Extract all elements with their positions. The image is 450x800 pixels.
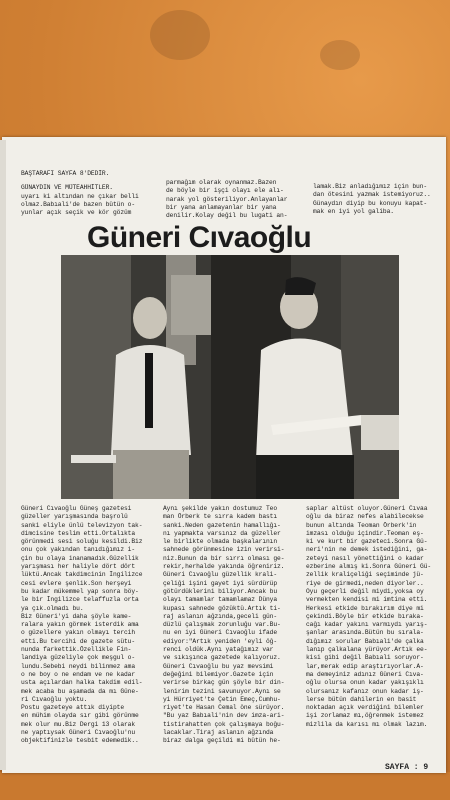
text-line: lamak.Biz anladığımız için bun- [313,183,428,190]
background-stain [150,10,210,60]
text-line: ya çık.olmadı bu. [21,604,84,612]
text-line: Güneri Cıvaoğlu Güneş gazetesi [21,505,132,512]
text-line: renci oldük.Aynı yatağımız var [163,646,274,654]
text-line: ki ve kurt bir gazeteci.Sonra Gü- [306,538,428,546]
text-line: Aynı şekilde yakın dostumuz Teo [163,505,278,512]
text-line: le birlikte olmada başkalarının [163,538,278,546]
text-line: etti.Bu tercihi de gazete sütu- [21,637,136,645]
text-line: ediyor:"Artık yeniden 'eyli öğ- [163,637,278,645]
text-line: nu en iyi Güneri Cıvaoğlu ifade [163,629,278,637]
text-line: ne yaptıysak Güneri Cıvaoğlu'nu [21,729,136,737]
text-line: düzlü çalışmak zorunluğu var.Bu- [163,621,281,629]
text-line: lüktü.Ancak takdimcinin İngilizce [21,571,143,579]
text-line: Güneri Cıvaoğlu güzellik krali- [163,571,278,579]
text-line: çekindi.Böyle bir etkide bıraka- [306,612,424,620]
text-line: raj aslanın ağzında,geceli gün- [163,612,278,620]
text-line: "Bu yaz Babıali'nin dev imza-ari- [163,712,285,720]
text-line: oğlu olursa onun kadar yakışıklı [306,679,424,687]
text-line: saplar altüst oluyor.Güneri Cıvaa [306,505,428,512]
text-line: Günaydın diyip bu konuyu kapat- [313,199,428,207]
text-line: dimcisine teslim etti.Ortalıkta [21,529,136,537]
text-line: ralara yakın görmek isterdik ama [21,621,139,629]
text-line: sahnede görünmesine izin verirsi- [163,546,285,554]
text-line: biraz dalga geçildi mi bütün he- [163,737,281,745]
body-middle-column [163,505,300,746]
text-line: olursanız kafanız onun kadar iş- [306,687,424,695]
text-line: sanki eliyle ünlü televizyon tak- [21,521,143,529]
text-line: dan ötesini yazmak istemiyoruz.. [313,191,431,199]
text-line: verirse birkaç gün şöyle bir din- [163,679,285,687]
text-line: Biz Güneri'yi daha şöyle kame- [21,612,132,620]
text-line: şanlar arasında.Bütün bu sırala- [306,629,424,637]
text-line: ma demeyiniz adınız Güneri Cıva- [306,670,424,678]
text-line: işi zorlamaz mı,öğrenmek istemez [306,712,424,720]
text-line: uyarı ki altından ne çıkar belli [21,192,139,200]
text-line: noktadan açık verdiğini bilemler [306,704,424,712]
text-line: Herkesi etkide bırakırım diye mi [306,604,424,612]
text-line: kisi gibi değil Babıali soruyor- [306,654,424,662]
text-line: zeteyi nasıl yönettiğini o kadar [306,554,424,562]
text-line: Oyu geçerli değil miydi,yoksa oy [306,587,424,595]
text-line: olmaz.Babıali'de bazen bütün o- [21,200,136,208]
text-line: Postu gazeteye attık diyipte [21,704,125,712]
text-line: yunlar açık seçik ve kör gözüm [21,209,132,217]
text-line: narak yol gösteriliyor.Anlayanlar [166,195,288,203]
text-line: parmağım olarak oynanmaz.Bazen [166,179,277,186]
top-middle-column [166,179,298,220]
text-line: GÜNAYDIN VE MÜTEAHHİTLER. [21,184,113,192]
text-line: tistirahatten çok çalışmaya boğu- [163,720,285,728]
text-line: ezberine almış ki.Sonra Güneri Gü- [306,563,432,571]
text-line: niz.Bunun da bir sırrı olması ge- [163,554,285,562]
text-line: dığımız sorular Babıali'de çalka [306,637,424,645]
background-stain [320,40,360,70]
text-line: en mühim olayda sır gibi görünme [21,712,139,720]
text-line: imzası olduğu içindir.Teoman eş- [306,529,424,537]
text-line: denilir.Kolay değil bu lugati an- [166,212,288,220]
text-line: değeğini bilemiyor.Gazete için [163,670,274,678]
text-line: yi Hürriyet'te Çetin Emeç,Cumhu- [163,695,281,703]
body-right-column [306,505,439,729]
text-line: lanıp çalkalana yürüyor.Artık ee- [306,646,428,654]
text-line: man Örberk te sırra kadem bastı [163,513,278,521]
text-line: olayı tamamlar tamamlamaz Dünya [163,596,278,604]
top-left-column [21,170,156,217]
text-line: lacaklar.Tiraj aslanın ağzında [163,729,274,737]
text-line: objektifinizle tesbit edemedik.. [21,737,139,745]
text-line: rekir,herhalde yakında öğreniriz. [163,563,285,571]
text-line: lundu.Sebebi neydi bilinmez ama [21,662,136,670]
text-line: cesi evlere şenlik.Son herşeyi [21,579,132,587]
text-line: riye de girmedi,neden diyorler.. [306,579,424,587]
text-line: o güzellere yakın olmayı tercih [21,629,136,637]
background-bottom [0,772,450,800]
text-line: sanki.Neden gazetenin hamallığı- [163,521,281,529]
text-line: nunda farkettik.Özellikle Fin- [21,646,132,654]
top-right-column [313,183,441,216]
text-line: lar,merak edip araştırıyorlar.A- [306,662,424,670]
text-line: lenirim tezini savunuyor.Aynı se [163,687,281,695]
text-line: mek acaba bu aşamada da mı Güne- [21,687,139,695]
text-line: Güneri Cıvaoğlu bu yaz mevsimi [163,662,274,670]
text-line: nı yapmakta varsınız da güzeller [163,529,281,537]
text-line: mak en iyi yol galiba. [313,207,394,215]
text-line: de böyle bir işçi olayı ele alı- [166,187,284,195]
text-line: lerse bütün dahilerin en basit [306,695,417,703]
text-line: onu çok yakından tanıdığımız i- [21,546,136,554]
text-line: usta açılardan halka takdim edil- [21,679,143,687]
text-line: le bir İngilizce telaffuzla orta [21,596,139,604]
photo-illustration [61,255,399,499]
headline: Güneri Cıvaoğlu [87,221,312,254]
page-number: SAYFA : 9 [385,763,429,772]
text-line: götürdüklerini biliyor.Ancak bu [163,587,278,595]
text-line: mek olur mu.Biz Dergi 13 olarak [21,720,136,728]
body-left-column [21,505,153,746]
text-line: bu kadar mükemmel yap sonra böy- [21,587,139,595]
text-line: yarışması her haliyle dört dört [21,563,136,571]
text-line: güzeller yarışmasında başrolü [21,513,128,521]
text-line: ve sıkışınca gazetede kalıyoruz. [163,654,281,662]
page-edge [0,140,6,770]
text-line: landiya güzeliyle çok meşgul o- [21,654,136,662]
text-line: zellik kraliçeliği seçiminde jü- [306,571,424,579]
text-line: oğlu da biraz nefes alabilecekse [306,513,424,521]
text-line: çin bu olaya inanamadık.Güzellik [21,554,139,562]
text-line: neri'nin ne demek istediğini, ga- [306,546,428,554]
article-photo [61,255,399,499]
text-line: cağı kadar yakını varmıydı yarış- [306,621,428,629]
text-line: bunun altında Teoman Örberk'in [306,521,417,529]
text-line: BAŞTARAFI SAYFA 8'DEDİR. [21,170,110,177]
text-line: görünmedi sesi soluğu kesildi.Biz [21,538,143,546]
text-line: ri Cıvaoğlu yoktu. [21,695,88,703]
text-line: çeliği işini gayet iyi sürdürüp [163,579,278,587]
text-line: vermekten kendisi mi imtina etti. [306,596,428,604]
text-line: bir yana anlamayanlar bir yana [166,203,277,211]
text-line: mizlila da karısı mı olmak lazım. [306,720,428,728]
text-line: o ne boy o ne endam ve ne kadar [21,670,136,678]
text-line: kupası sahnede gözüktü.Artık ti- [163,604,281,612]
text-line: riyet'te Hasan Cemal öne sürüyor. [163,704,285,712]
